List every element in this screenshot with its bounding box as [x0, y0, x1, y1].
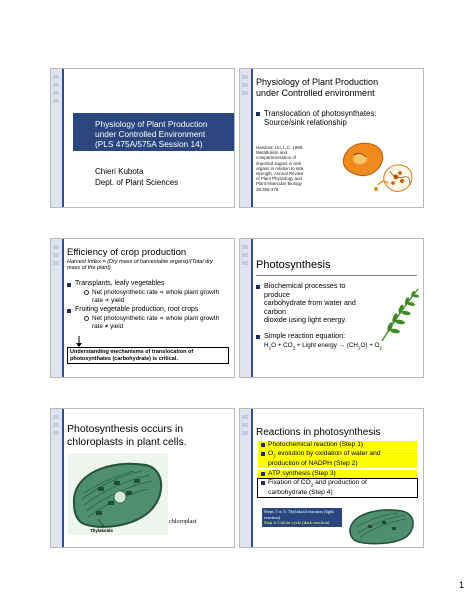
slide-crop-efficiency — [50, 238, 235, 378]
steps-legend-box — [262, 508, 342, 527]
citation-line: Metabolism and — [256, 150, 287, 156]
bullet-list — [256, 109, 419, 127]
eq-subscript: 2 — [379, 345, 383, 351]
step-text: Fixation of CO — [268, 479, 311, 487]
chloroplast-micrograph — [68, 453, 168, 535]
citation-line: compartmentation of — [256, 155, 297, 161]
callout-box — [67, 347, 229, 364]
reaction-equation — [264, 342, 382, 350]
slide-sidebar — [51, 409, 62, 547]
title-line: under Controlled environment — [256, 88, 375, 98]
eq-part: + Light energy → (CH — [295, 342, 358, 349]
bullet-line: Biochemical processes to produce — [264, 281, 346, 299]
bullet-line: carbohydrate from water and carbon — [264, 298, 356, 316]
course-title-line: Physiology of Plant Production — [95, 119, 208, 129]
title-rule — [256, 275, 417, 276]
bullet-item — [256, 332, 368, 341]
slide-photosynthesis — [239, 238, 424, 378]
slide-title-text — [256, 77, 419, 99]
slide-title — [50, 68, 235, 208]
bullet-text: Transplants, leafy vegetables — [75, 280, 165, 287]
sidebar-stripe — [62, 239, 64, 377]
figure-caption: chloroplast — [169, 518, 197, 525]
slide-chloroplasts — [50, 408, 235, 548]
step-text: production of NADPH (Step 2) — [268, 460, 358, 468]
sub-bullet — [75, 289, 230, 304]
title-line: Physiology of Plant Production — [256, 77, 379, 87]
citation — [256, 145, 320, 192]
eq-part: H — [264, 342, 269, 349]
author-block — [95, 166, 178, 188]
harvest-index-line: Harvest Index = (Dry mass of harvestable organs)/(Total dry — [67, 259, 213, 265]
callout-line: photosynthates (carbohydrate) is critical. — [70, 355, 178, 362]
eq-part: O) + O — [360, 342, 380, 349]
step-text: ATP synthesis (Step 3) — [268, 469, 336, 477]
step-text: O — [268, 450, 274, 458]
step-text: evolution by oxidation of water and — [275, 450, 381, 458]
sub-bullet-line: rate ≠ yield — [92, 322, 124, 330]
sidebar-stripe — [62, 69, 64, 207]
citation-line: organs in relation to sink — [256, 165, 304, 171]
page-number: 1 — [459, 580, 465, 590]
fern-leaf-illustration — [378, 285, 420, 343]
step-subscript: 2 — [310, 482, 314, 488]
eq-part: O + CO — [271, 342, 293, 349]
chloroplast-small-image — [346, 505, 418, 545]
slide-title-text: Photosynthesis — [256, 259, 331, 271]
slide-title-text — [67, 423, 230, 448]
slide-sidebar — [51, 239, 62, 377]
ring-bullet-icon — [84, 290, 89, 295]
bullet-text: Fruiting vegetable production, root crops — [75, 306, 199, 313]
bullet-list — [67, 278, 230, 330]
course-title-line: (PLS 475A/575A Session 14) — [95, 139, 203, 149]
legend-line: reaction) — [264, 514, 281, 520]
down-arrow-icon — [75, 336, 83, 347]
callout-line: Understanding mechanisms of translocation of — [70, 349, 194, 355]
bullet-item — [256, 109, 419, 127]
bullet-text: Simple reaction equation: — [264, 330, 346, 340]
ring-bullet-icon — [84, 316, 89, 321]
department: Dept. of Plant Sciences — [95, 178, 179, 187]
legend-line: Step 4: Calvin cycle (dark reaction) — [264, 520, 330, 526]
slide-title-text: Reactions in photosynthesis — [256, 427, 381, 438]
reaction-steps-list — [258, 441, 417, 498]
harvest-index-definition — [67, 259, 230, 272]
bullet-line: Translocation of photosynthates: — [264, 109, 377, 118]
sidebar-stripe — [62, 409, 64, 547]
step-text: and production of — [313, 479, 367, 487]
citation-line: of Plant Physiology and — [256, 176, 302, 182]
sidebar-stripe — [251, 69, 253, 207]
slide-sidebar — [51, 69, 62, 207]
author-name: Chieri Kubota — [95, 167, 144, 176]
harvest-index-line: mass of the plant) — [67, 265, 111, 272]
slide-sidebar — [240, 409, 251, 547]
slide-sidebar — [240, 69, 251, 207]
step-subscript: 2 — [273, 453, 276, 459]
bullet-item — [256, 282, 368, 325]
slide-title-text: Efficiency of crop production — [67, 247, 187, 258]
title-line: Photosynthesis occurs in — [67, 423, 184, 435]
eq-subscript: 2 — [357, 345, 361, 351]
course-title-line: under Controlled Environment — [95, 129, 206, 139]
step-item — [258, 450, 417, 468]
sub-bullet-line: Net photosynthetic rate ∝ whole plant growth — [92, 315, 220, 322]
bullet-line: dioxide using light energy. — [264, 315, 347, 324]
citation-line: strength. Annual Review — [256, 171, 304, 177]
citation-line: 39:355-378. — [256, 186, 280, 192]
citation-line: imported sugars in sink — [256, 160, 302, 166]
slide-sidebar — [240, 239, 251, 377]
step-text: Photochemical reaction (Step 1) — [268, 441, 364, 448]
eq-subscript: 2 — [268, 345, 272, 351]
bullet-line: Source/sink relationship — [264, 118, 347, 127]
thylakoids-label: Thylakoids — [90, 528, 113, 533]
citation-line: Handout: Ho, L.C. 1988. — [256, 145, 304, 150]
sub-bullet-line: Net photosynthetic rate ∝ whole plant growth — [92, 289, 220, 296]
bullet-item — [67, 280, 230, 304]
title-box — [73, 113, 234, 151]
bullet-item — [67, 306, 230, 330]
step-text: carbohydrate (Step 4) — [268, 489, 333, 497]
step-item — [258, 470, 417, 478]
sub-bullet — [75, 315, 230, 330]
slide-reactions — [239, 408, 424, 548]
sidebar-stripe — [251, 409, 253, 547]
citation-line: Plant Molecular Biology — [256, 181, 302, 187]
slide-overview — [239, 68, 424, 208]
sugar-cells-illustration — [338, 135, 418, 199]
sub-bullet-line: rate ∝ yield — [92, 296, 125, 304]
title-line: chloroplasts in plant cells. — [67, 435, 187, 448]
step-item — [258, 479, 417, 497]
sidebar-stripe — [251, 239, 253, 377]
legend-line: Steps 1 to 3: Thylakoid reaction (light — [264, 509, 334, 514]
eq-subscript: 2 — [292, 345, 296, 351]
step-item — [258, 441, 417, 449]
bullet-list — [256, 282, 368, 347]
